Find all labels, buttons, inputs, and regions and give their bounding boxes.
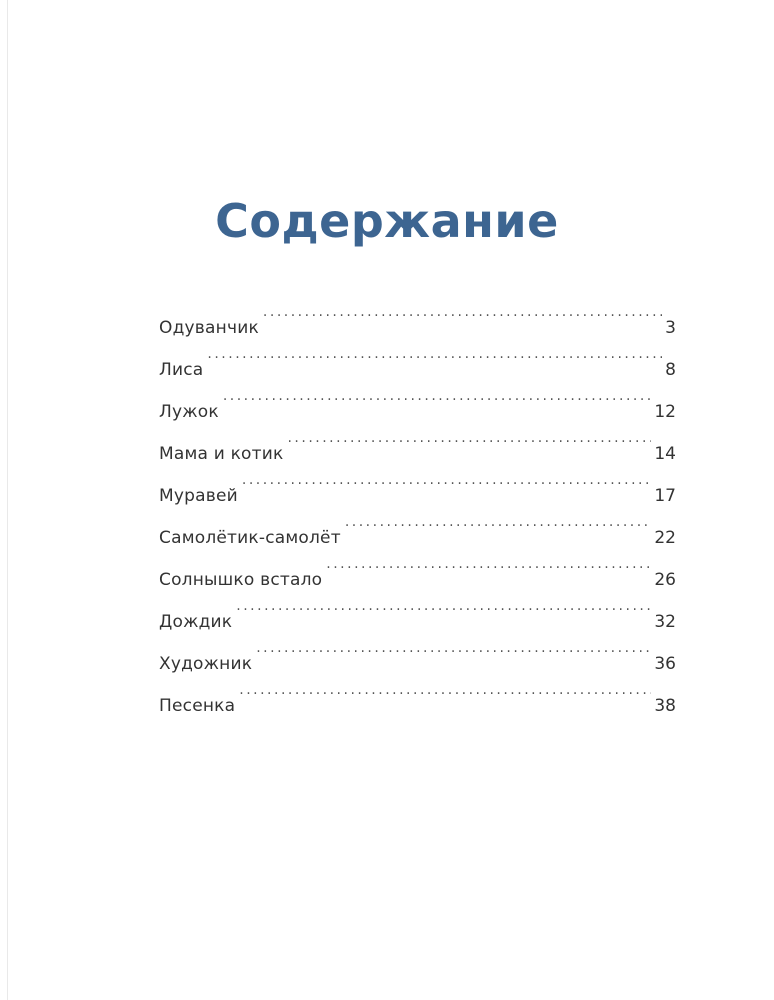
dot-leader xyxy=(239,669,651,711)
toc-entry-title: Художник xyxy=(159,654,253,674)
toc-entry-title: Лужок xyxy=(159,402,219,422)
dot-leader xyxy=(223,375,652,417)
toc-entry-title: Солнышко встало xyxy=(159,570,323,590)
dot-leader xyxy=(287,417,651,459)
toc-entry-title: Лиса xyxy=(159,360,204,380)
toc-entry-page-number: 22 xyxy=(654,528,676,548)
dot-leader xyxy=(236,585,651,627)
toc-entry-page-number: 8 xyxy=(665,360,676,380)
table-of-contents xyxy=(159,291,676,716)
toc-entry[interactable] xyxy=(159,417,676,464)
toc-entry-title: Муравей xyxy=(159,486,238,506)
toc-entry[interactable] xyxy=(159,291,676,338)
dot-leader xyxy=(263,291,662,333)
dot-leader xyxy=(256,627,651,669)
toc-entry-page-number: 12 xyxy=(654,402,676,422)
toc-entry-page-number: 36 xyxy=(654,654,676,674)
toc-entry-page-number: 26 xyxy=(654,570,676,590)
toc-entry-title: Дождик xyxy=(159,612,233,632)
toc-entry-page-number: 3 xyxy=(665,318,676,338)
toc-entry[interactable] xyxy=(159,375,676,422)
toc-entry[interactable] xyxy=(159,627,676,674)
toc-entry-page-number: 32 xyxy=(654,612,676,632)
dot-leader xyxy=(242,459,651,501)
dot-leader xyxy=(207,333,662,375)
toc-entry-title: Одуванчик xyxy=(159,318,259,338)
dot-leader xyxy=(326,543,651,585)
toc-entry-title: Мама и котик xyxy=(159,444,284,464)
toc-entry[interactable] xyxy=(159,585,676,632)
toc-entry-page-number: 38 xyxy=(654,696,676,716)
toc-entry-title: Самолётик-самолёт xyxy=(159,528,341,548)
toc-entry-title: Песенка xyxy=(159,696,236,716)
toc-entry-page-number: 17 xyxy=(654,486,676,506)
toc-entry-page-number: 14 xyxy=(654,444,676,464)
dot-leader xyxy=(345,501,652,543)
page-edge-divider xyxy=(7,0,8,1000)
page-title: Содержание xyxy=(215,193,559,248)
toc-entry[interactable] xyxy=(159,333,676,380)
